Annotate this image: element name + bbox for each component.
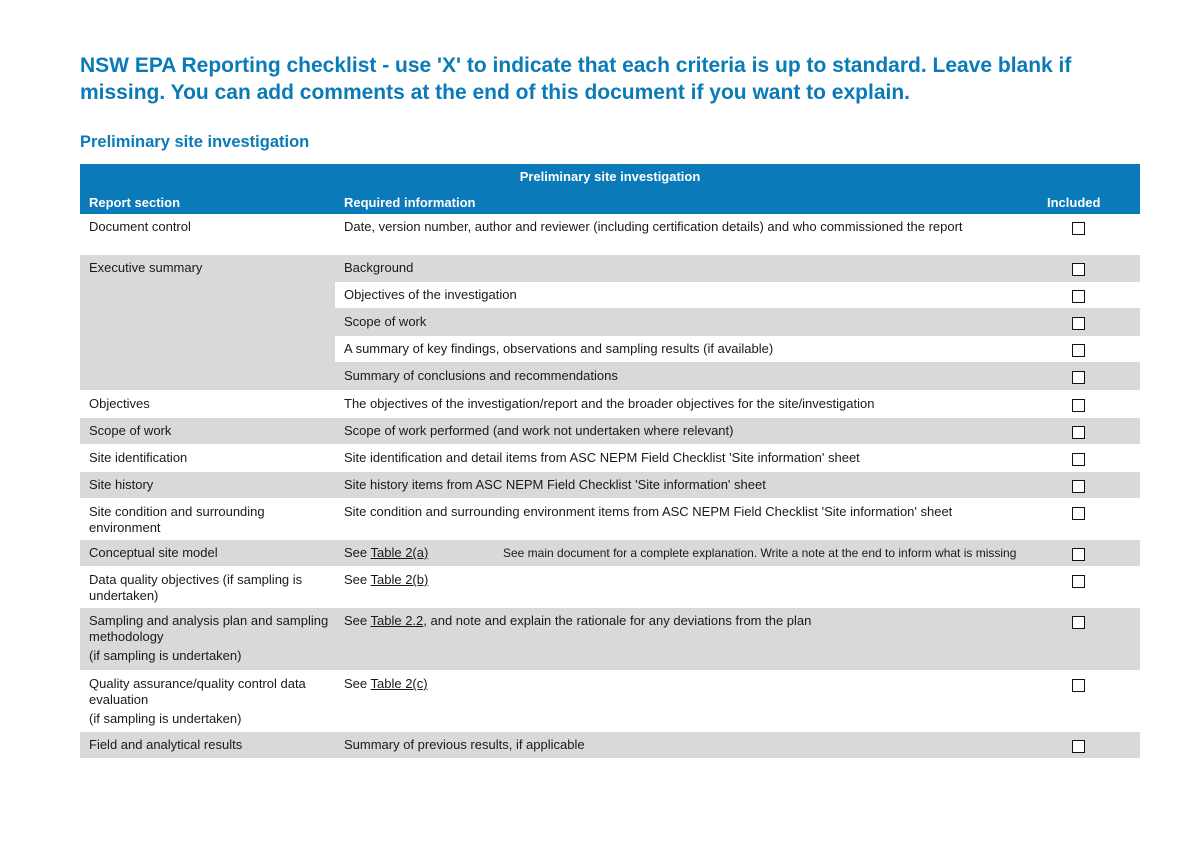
table-row [80, 472, 1140, 499]
list-item [335, 363, 1140, 390]
required-information: Background [344, 260, 414, 275]
report-section: Scope of work [89, 423, 172, 438]
table-link[interactable]: Table 2(b) [370, 572, 429, 587]
col-report-section: Report section [89, 195, 181, 210]
report-section: Executive summary [89, 260, 203, 275]
required-information: A summary of key findings, observations and sampling results (if available) [344, 341, 774, 356]
included-checkbox[interactable] [1072, 616, 1085, 629]
table-row [80, 445, 1140, 472]
included-checkbox[interactable] [1072, 222, 1085, 235]
required-information: See Table 2(b) [344, 572, 429, 587]
table-title: Preliminary site investigation [519, 169, 701, 184]
table-row [80, 391, 1140, 418]
required-information: Summary of previous results, if applicable [344, 737, 585, 752]
report-section: Document control [89, 219, 191, 234]
table-row [80, 608, 1140, 671]
included-checkbox[interactable] [1072, 344, 1085, 357]
table-header [80, 164, 1140, 214]
required-information: Site condition and surrounding environment items from ASC NEPM Field Checklist 'Site information' sheet [344, 504, 953, 519]
table-row [80, 499, 1140, 540]
list-item [335, 309, 1140, 335]
report-section: Objectives [89, 396, 150, 411]
page-heading: NSW EPA Reporting checklist - use 'X' to indicate that each criteria is up to standard. Leave blank if missing. You can add comments at the end of this document if you want to explain. [80, 54, 1072, 104]
report-section: Site condition and surrounding environment [89, 504, 265, 535]
required-information: Objectives of the investigation [344, 287, 517, 302]
table-row [80, 671, 1140, 732]
report-section: Sampling and analysis plan and sampling methodology (if sampling is undertaken) [89, 613, 329, 663]
included-checkbox[interactable] [1072, 480, 1085, 493]
included-checkbox[interactable] [1072, 263, 1085, 276]
included-checkbox[interactable] [1072, 740, 1085, 753]
included-checkbox[interactable] [1072, 426, 1085, 439]
included-checkbox[interactable] [1072, 453, 1085, 466]
required-information: Site history items from ASC NEPM Field Checklist 'Site information' sheet [344, 477, 766, 492]
included-checkbox[interactable] [1072, 317, 1085, 330]
report-section: Site history [89, 477, 154, 492]
section-title: Preliminary site investigation [80, 133, 310, 151]
table-row [80, 732, 1140, 759]
list-item [335, 282, 1140, 308]
list-item [335, 255, 1140, 281]
table-link[interactable]: Table 2.2 [370, 613, 424, 628]
report-section: Site identification [89, 450, 188, 465]
included-checkbox[interactable] [1072, 399, 1085, 412]
required-information: See Table 2.2, and note and explain the rationale for any deviations from the plan [344, 613, 812, 628]
report-section: Quality assurance/quality control data evaluation (if sampling is undertaken) [89, 676, 306, 726]
table-row-executive-summary [80, 255, 1140, 391]
report-section: Field and analytical results [89, 737, 243, 752]
required-information: Date, version number, author and reviewer (including certification details) and who commissioned the report [344, 219, 963, 234]
list-item [335, 336, 1140, 362]
required-information: See Table 2(a) [344, 545, 429, 560]
required-information: The objectives of the investigation/report and the broader objectives for the site/investigation [344, 396, 875, 411]
required-information: Summary of conclusions and recommendations [344, 368, 618, 383]
included-checkbox[interactable] [1072, 371, 1085, 384]
report-section: Data quality objectives (if sampling is undertaken) [89, 572, 303, 603]
table-row [80, 540, 1140, 567]
included-checkbox[interactable] [1072, 679, 1085, 692]
included-checkbox[interactable] [1072, 290, 1085, 303]
required-information: Scope of work performed (and work not undertaken where relevant) [344, 423, 734, 438]
table-row [80, 418, 1140, 445]
col-required-information: Required information [344, 195, 476, 210]
included-checkbox[interactable] [1072, 575, 1085, 588]
report-section: Conceptual site model [89, 545, 218, 560]
table-link[interactable]: Table 2(c) [370, 676, 428, 691]
required-information: Scope of work [344, 314, 427, 329]
included-checkbox[interactable] [1072, 548, 1085, 561]
csm-note: See main document for a complete explanation. Write a note at the end to inform what is missing [503, 546, 1017, 560]
required-information: Site identification and detail items from ASC NEPM Field Checklist 'Site information' sheet [344, 450, 860, 465]
checklist-table [80, 164, 1140, 759]
col-included: Included [1047, 195, 1101, 210]
included-checkbox[interactable] [1072, 507, 1085, 520]
table-row [80, 567, 1140, 608]
table-row [80, 214, 1140, 255]
table-link[interactable]: Table 2(a) [370, 545, 429, 560]
required-information: See Table 2(c) [344, 676, 428, 691]
